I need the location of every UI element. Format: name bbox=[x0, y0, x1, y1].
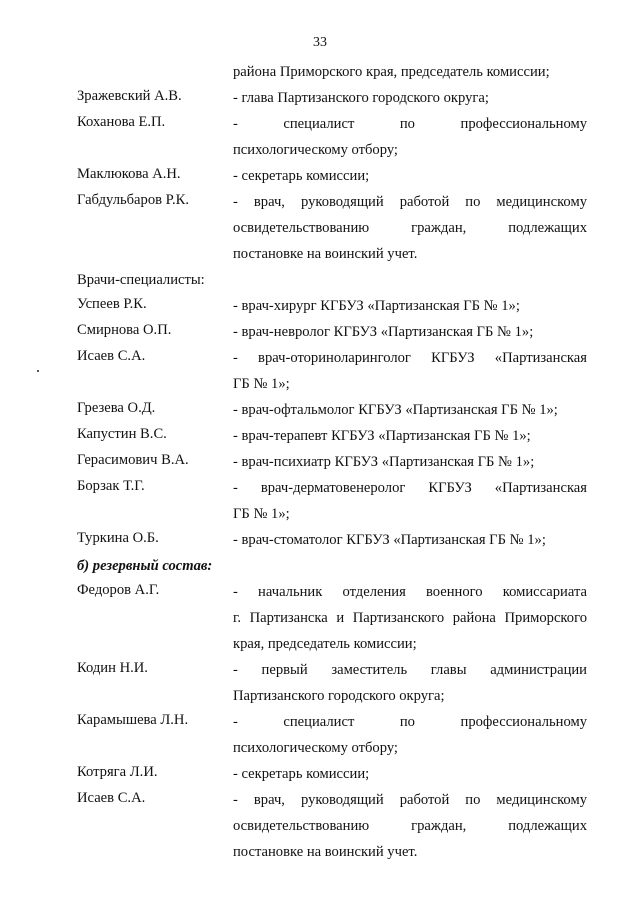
reserve-heading: б) резервный состав: bbox=[77, 558, 213, 574]
member-name: Коханова Е.П. bbox=[77, 114, 166, 130]
role-line: - врач-стоматолог КГБУЗ «Партизанская ГБ № 1»; bbox=[233, 532, 546, 548]
reserve-name: Федоров А.Г. bbox=[77, 582, 160, 598]
specialist-role bbox=[233, 348, 587, 400]
role-line: - врач-офтальмолог КГБУЗ «Партизанская ГБ № 1»; bbox=[233, 402, 558, 418]
role-line: психологическому отбору; bbox=[233, 740, 398, 756]
member-role bbox=[233, 88, 587, 114]
reserve-name: Исаев С.А. bbox=[77, 790, 146, 806]
specialist-role bbox=[233, 322, 587, 348]
role-line: края, председатель комиссии; bbox=[233, 636, 417, 652]
reserve-role bbox=[233, 790, 587, 868]
role-line: - врач, руководящий работой по медицинскому bbox=[233, 194, 587, 210]
member-name: Маклюкова А.Н. bbox=[77, 166, 181, 182]
specialists-heading: Врачи-специалисты: bbox=[77, 272, 205, 288]
specialist-name: Успеев Р.К. bbox=[77, 296, 147, 312]
role-line: - врач-невролог КГБУЗ «Партизанская ГБ № 1»; bbox=[233, 324, 534, 340]
margin-mark bbox=[37, 370, 39, 372]
role-line: - секретарь комиссии; bbox=[233, 168, 370, 184]
specialist-role bbox=[233, 530, 587, 556]
specialist-role bbox=[233, 296, 587, 322]
specialist-name: Исаев С.А. bbox=[77, 348, 146, 364]
role-line: освидетельствованию граждан, подлежащих bbox=[233, 818, 587, 834]
role-line: - специалист по профессиональному bbox=[233, 714, 587, 730]
role-line: постановке на воинский учет. bbox=[233, 844, 418, 860]
reserve-name: Кодин Н.И. bbox=[77, 660, 148, 676]
specialist-name: Грезева О.Д. bbox=[77, 400, 156, 416]
reserve-name: Карамышева Л.Н. bbox=[77, 712, 189, 728]
continuation-line: района Приморского края, председатель комиссии; bbox=[233, 64, 550, 80]
role-line: г. Партизанска и Партизанского района Приморского bbox=[233, 610, 587, 626]
role-line: - врач-дерматовенеролог КГБУЗ «Партизанская bbox=[233, 480, 587, 496]
continuation-text bbox=[233, 62, 587, 88]
reserve-name: Котряга Л.И. bbox=[77, 764, 158, 780]
member-role bbox=[233, 114, 587, 166]
member-name: Зражевский А.В. bbox=[77, 88, 182, 104]
role-line: - начальник отделения военного комиссариата bbox=[233, 584, 587, 600]
role-line: - врач-оториноларинголог КГБУЗ «Партизанская bbox=[233, 350, 587, 366]
specialist-name: Герасимович В.А. bbox=[77, 452, 189, 468]
role-line: - врач, руководящий работой по медицинскому bbox=[233, 792, 587, 808]
role-line: психологическому отбору; bbox=[233, 142, 398, 158]
reserve-role bbox=[233, 660, 587, 712]
reserve-role bbox=[233, 712, 587, 764]
role-line: - врач-терапевт КГБУЗ «Партизанская ГБ № 1»; bbox=[233, 428, 531, 444]
role-line: Партизанского городского округа; bbox=[233, 688, 445, 704]
page-number: 33 bbox=[313, 35, 327, 50]
role-line: освидетельствованию граждан, подлежащих bbox=[233, 220, 587, 236]
specialist-name: Борзак Т.Г. bbox=[77, 478, 145, 494]
reserve-role bbox=[233, 582, 587, 660]
role-line: ГБ № 1»; bbox=[233, 376, 290, 392]
role-line: постановке на воинский учет. bbox=[233, 246, 418, 262]
reserve-role bbox=[233, 764, 587, 790]
member-role bbox=[233, 192, 587, 270]
specialist-role bbox=[233, 400, 587, 426]
member-name: Габдульбаров Р.К. bbox=[77, 192, 189, 208]
member-role bbox=[233, 166, 587, 192]
specialist-role bbox=[233, 478, 587, 530]
specialist-role bbox=[233, 452, 587, 478]
role-line: - специалист по профессиональному bbox=[233, 116, 587, 132]
specialist-name: Смирнова О.П. bbox=[77, 322, 172, 338]
role-line: - секретарь комиссии; bbox=[233, 766, 370, 782]
role-line: - первый заместитель главы администрации bbox=[233, 662, 587, 678]
specialist-name: Туркина О.Б. bbox=[77, 530, 159, 546]
role-line: ГБ № 1»; bbox=[233, 506, 290, 522]
specialist-name: Капустин В.С. bbox=[77, 426, 167, 442]
role-line: - глава Партизанского городского округа; bbox=[233, 90, 489, 106]
specialist-role bbox=[233, 426, 587, 452]
role-line: - врач-хирург КГБУЗ «Партизанская ГБ № 1»; bbox=[233, 298, 520, 314]
role-line: - врач-психиатр КГБУЗ «Партизанская ГБ № 1»; bbox=[233, 454, 535, 470]
